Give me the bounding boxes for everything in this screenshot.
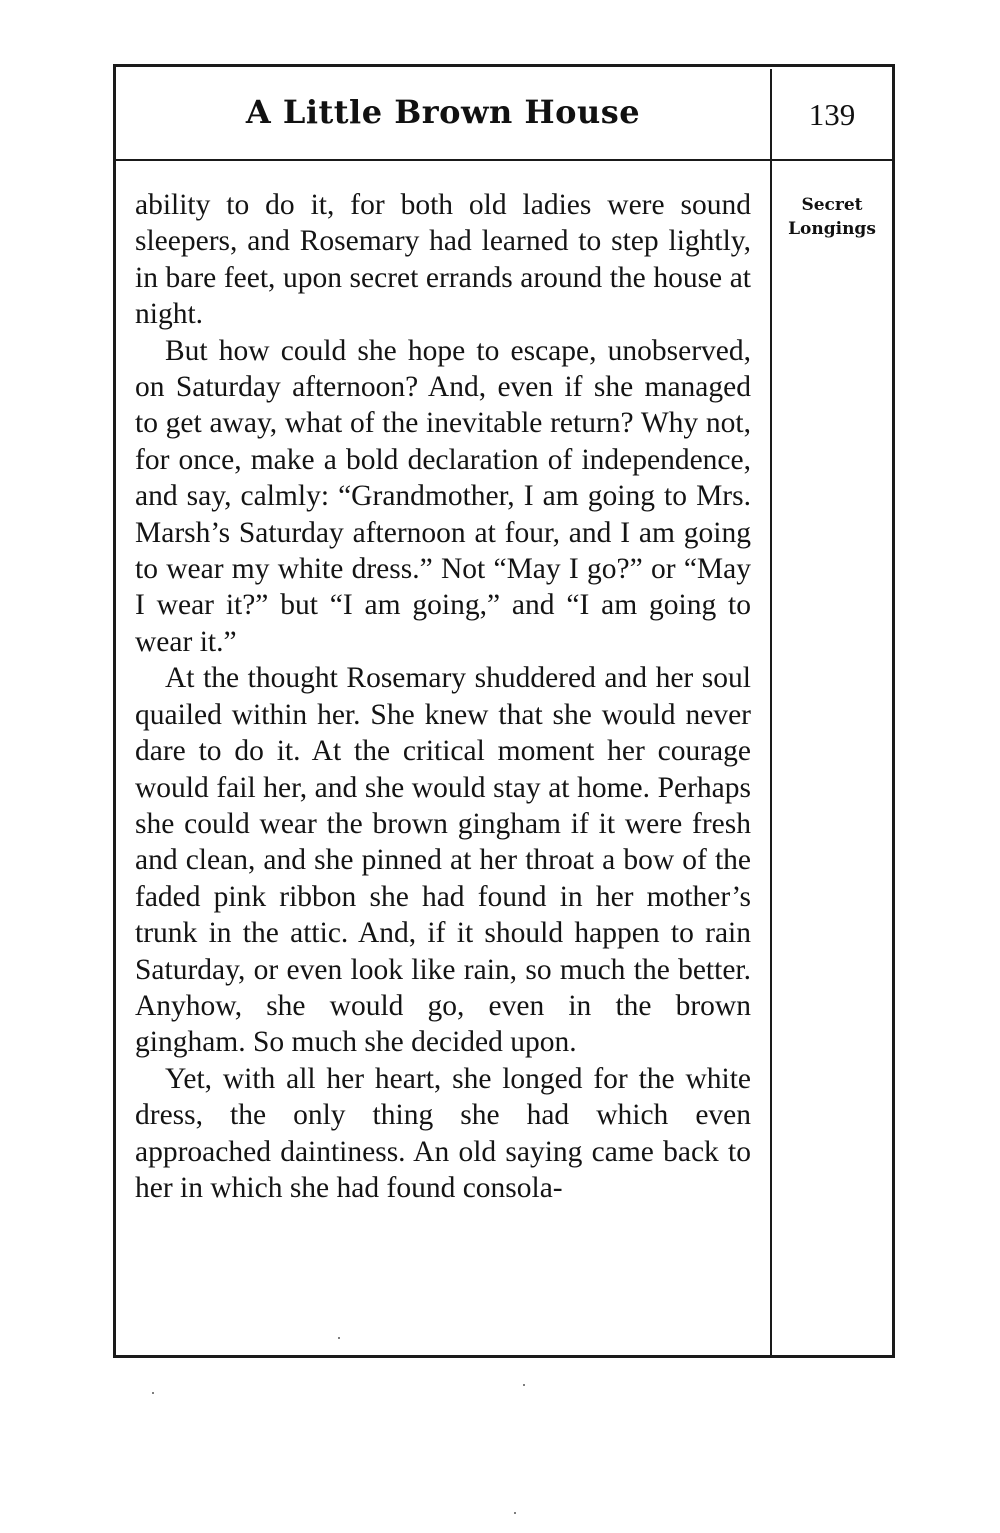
scan-speck (523, 1384, 525, 1386)
paragraph-4: Yet, with all her heart, she longed for the white dress, the only thing she had which even approached daintiness. An old saying came back to her in which she had found consola- (135, 1062, 751, 1204)
body-text (135, 187, 751, 1206)
paragraph-1: ability to do it, for both old ladies were sound sleepers, and Rosemary had learned to step lightly, in bare feet, upon secret errands around the house at night. (135, 189, 751, 331)
running-title: A Little Brown House (245, 93, 641, 131)
margin-column-rule (770, 69, 772, 1355)
paragraph-2: But how could she hope to escape, unobserved, on Saturday afternoon? And, even if she managed to get away, what of the inevitable return? Why not, for once, make a bold declaration of independence, and say, calmly: “Grandmother, I am going to Mrs. Marsh’s Saturday afternoon at four, and I am going to wear my white dress.” Not “May I go?” or “May I wear it?” but “I am going,” and “I am going to wear it.” (135, 334, 751, 658)
margin-sidenote (776, 193, 888, 241)
sidenote-line-1: Secret (801, 195, 863, 215)
scan-speck (338, 1337, 340, 1339)
scan-speck (514, 1512, 516, 1514)
scan-speck (152, 1392, 154, 1394)
page-number: 139 (808, 97, 856, 132)
page-frame (113, 64, 895, 1358)
sidenote-line-2: Longings (788, 219, 876, 239)
paragraph-3: At the thought Rosemary shuddered and her soul quailed within her. She knew that she would never dare to do it. At the critical moment her courage would fail her, and she would stay at home. Perhaps she could wear the brown gingham if it were fresh and clean, and she pinned at her throat a bow of the faded pink ribbon she had found in her mother’s trunk in the attic. And, if it should happen to rain Saturday, or even look like rain, so much the better. Anyhow, she would go, even in the brown gingham. So much she decided upon. (135, 662, 751, 1059)
header-rule (116, 159, 892, 161)
